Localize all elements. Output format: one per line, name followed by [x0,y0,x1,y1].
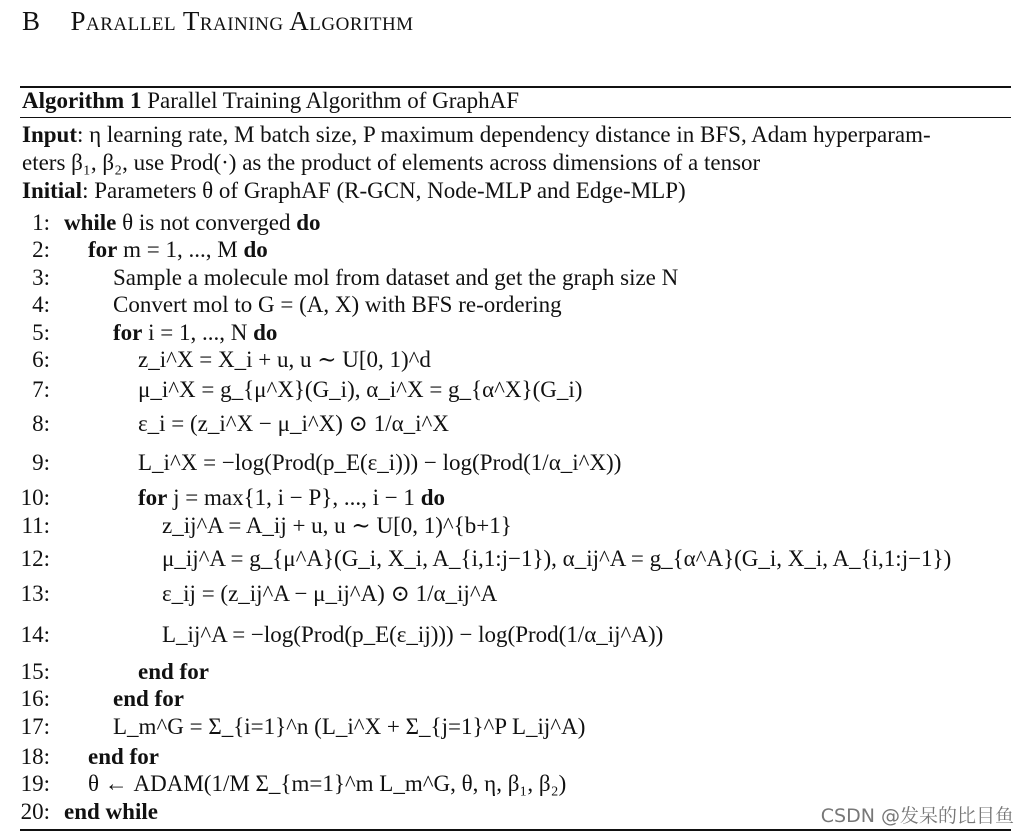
algorithm-caption-rule [20,117,1011,118]
input-label: Input [22,122,77,147]
line-text: i = 1, ..., N [142,320,254,345]
line-text: θ is not converged [116,210,297,235]
line-text: μ_ij^A = g_{μ^A}(G_i, X_i, A_{i,1:j−1}), α_ij^A = g_{α^A}(G_i, X_i, A_{i,1:j−1}) [162,546,952,571]
line-number: 16: [20,686,50,711]
line-number: 20: [20,799,50,824]
keyword: do [253,320,278,345]
line-number: 14: [20,622,50,647]
algorithm-input [22,121,931,177]
line-number: 9: [32,450,50,475]
line-number: 5: [32,320,50,345]
line-number: 18: [20,744,50,769]
line-number: 6: [32,347,50,372]
algorithm-caption [22,88,519,114]
keyword: end while [64,799,158,824]
line-number: 17: [20,714,50,739]
section-heading [22,6,414,37]
line-number: 1: [32,210,50,235]
line-text: ε_i = (z_i^X − μ_i^X) ⊙ 1/α_i^X [138,411,449,436]
keyword: end for [88,744,159,769]
keyword: for [113,320,143,345]
line-number: 19: [20,771,50,796]
algorithm-initial [22,177,686,205]
algorithm-label: Algorithm 1 [22,88,142,113]
line-text: m = 1, ..., M [117,237,244,262]
keyword: for [138,485,168,510]
line-text: μ_i^X = g_{μ^X}(G_i), α_i^X = g_{α^X}(G_i) [138,377,583,402]
line-number: 10: [20,485,50,510]
line-text: j = max{1, i − P}, ..., i − 1 [167,485,421,510]
line-number: 15: [20,659,50,684]
keyword: end for [138,659,209,684]
line-number: 12: [20,546,50,571]
section-title: Parallel Training Algorithm [70,6,414,36]
line-text: L_m^G = Σ_{i=1}^n (L_i^X + Σ_{j=1}^P L_ij^A) [113,714,586,739]
keyword: for [88,237,118,262]
line-number: 3: [32,265,50,290]
keyword: end for [113,686,184,711]
initial-label: Initial [22,178,83,203]
keyword: do [296,210,321,235]
algorithm-bottom-rule [20,829,1011,831]
line-number: 7: [32,377,50,402]
line-number: 11: [21,513,50,538]
line-text: z_ij^A = A_ij + u, u ∼ U[0, 1)^{b+1} [162,513,512,538]
line-text: Sample a molecule mol from dataset and get the graph size N [113,265,679,290]
line-number: 2: [32,237,50,262]
line-text: L_i^X = −log(Prod(p_E(ε_i))) − log(Prod(1/α_i^X)) [138,450,622,475]
line-number: 8: [32,411,50,436]
keyword: do [420,485,445,510]
keyword: while [64,210,117,235]
line-number: 13: [20,581,50,606]
line-number: 4: [32,292,50,317]
line-text: θ ← ADAM(1/M Σ_{m=1}^m L_m^G, θ, η, β₁, β₂) [88,771,567,796]
input-text-line2: eters β₁, β₂, use Prod(·) as the product of elements across dimensions of a tensor [22,150,761,175]
line-text: L_ij^A = −log(Prod(p_E(ε_ij))) − log(Prod(1/α_ij^A)) [162,622,664,647]
line-text: ε_ij = (z_ij^A − μ_ij^A) ⊙ 1/α_ij^A [162,581,498,606]
watermark: CSDN @发呆的比目鱼 [820,805,1014,827]
line-text: Convert mol to G = (A, X) with BFS re-ordering [113,292,562,317]
algorithm-title: Parallel Training Algorithm of GraphAF [147,88,520,113]
input-text-line1: : η learning rate, M batch size, P maximum dependency distance in BFS, Adam hyperparam- [76,122,931,147]
keyword: do [243,237,268,262]
initial-text: : Parameters θ of GraphAF (R-GCN, Node-MLP and Edge-MLP) [82,178,686,203]
line-text: z_i^X = X_i + u, u ∼ U[0, 1)^d [138,347,431,372]
section-number: B [22,6,41,36]
